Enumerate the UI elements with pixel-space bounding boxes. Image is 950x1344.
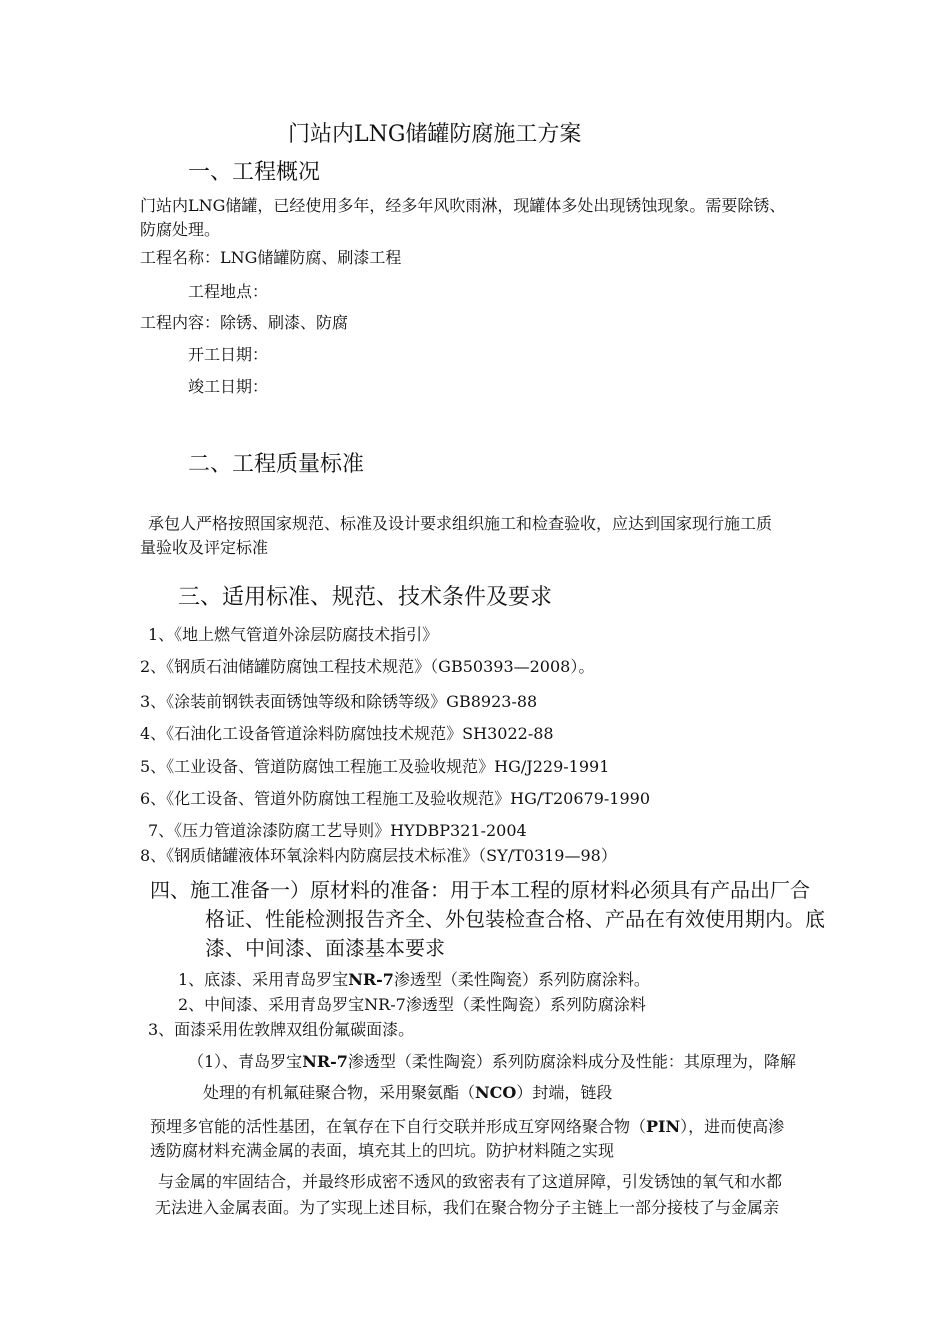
principle-text-c: ），进而使高渗 bbox=[680, 1117, 785, 1136]
standard-item-6: 6、《化工设备、管道外防腐蚀工程施工及验收规范》HG/T20679-1990 bbox=[140, 789, 651, 808]
standard-item-2: 2、《钢质石油储罐防腐蚀工程技术规范》（GB50393—2008）。 bbox=[140, 657, 595, 676]
completion-date: 竣工日期： bbox=[188, 377, 269, 396]
principle-paragraph-line-1 bbox=[150, 1117, 784, 1137]
standard-item-8: 8、《钢质储罐液体环氧涂料内防腐层技术标准》（SY/T0319—98） bbox=[140, 846, 617, 865]
start-date: 开工日期： bbox=[188, 345, 269, 364]
principle-paragraph-line-4: 无法进入金属表面。为了实现上述目标，我们在聚合物分子主链上一部分接枝了与金属亲 bbox=[155, 1198, 780, 1217]
standard-item-3: 3、《涂装前钢铁表面锈蚀等级和除锈等级》GB8923-88 bbox=[140, 692, 538, 711]
intermediate-coat-requirement: 2、中间漆、采用青岛罗宝NR-7渗透型（柔性陶瓷）系列防腐涂料 bbox=[178, 995, 646, 1014]
properties-text-a: （1）、青岛罗宝 bbox=[188, 1052, 303, 1071]
standard-item-4: 4、《石油化工设备管道涂料防腐蚀技术规范》SH3022-88 bbox=[140, 724, 554, 743]
section-4-line-3: 漆、中间漆、面漆基本要求 bbox=[205, 936, 445, 960]
section-1-heading: 一、工程概况 bbox=[188, 160, 321, 185]
principle-paragraph-line-3: 与金属的牢固结合，并最终形成密不透风的致密表有了这道屏障，引发锈蚀的氧气和水都 bbox=[158, 1172, 783, 1191]
overview-paragraph-line-1: 门站内LNG储罐，已经使用多年，经多年风吹雨淋，现罐体多处出现锈蚀现象。需要除锈、 bbox=[140, 196, 786, 215]
section-3-heading: 三、适用标准、规范、技术条件及要求 bbox=[178, 585, 553, 610]
properties-text-e: ）封端，链段 bbox=[516, 1083, 613, 1102]
pin-code: PIN bbox=[646, 1117, 681, 1136]
quality-paragraph-line-2: 量验收及评定标准 bbox=[140, 538, 269, 557]
properties-product-code: NR-7 bbox=[302, 1052, 348, 1071]
coating-properties-line-2 bbox=[203, 1083, 612, 1103]
document-title: 门站内LNG储罐防腐施工方案 bbox=[288, 122, 582, 147]
coating-properties-line-1 bbox=[188, 1052, 796, 1072]
section-4-line-2: 格证、性能检测报告齐全、外包装检查合格、产品在有效使用期内。底 bbox=[205, 907, 825, 931]
nco-code: NCO bbox=[475, 1083, 517, 1102]
standard-item-5: 5、《工业设备、管道防腐蚀工程施工及验收规范》HG/J229-1991 bbox=[140, 757, 610, 776]
properties-text-d: 处理的有机氟硅聚合物，采用聚氨酯（ bbox=[203, 1083, 476, 1102]
primer-text-c: 渗透型（柔性陶瓷）系列防腐涂料。 bbox=[393, 970, 650, 989]
standard-item-1: 1、《地上燃气管道外涂层防腐技术指引》 bbox=[148, 625, 439, 644]
project-location: 工程地点： bbox=[188, 282, 269, 301]
section-2-heading: 二、工程质量标准 bbox=[188, 452, 365, 477]
standard-item-7: 7、《压力管道涂漆防腐工艺导则》HYDBP321-2004 bbox=[148, 821, 527, 840]
principle-paragraph-line-2: 透防腐材料充满金属的表面，填充其上的凹坑。防护材料随之实现 bbox=[150, 1141, 615, 1160]
project-content: 工程内容：除锈、刷漆、防腐 bbox=[140, 313, 349, 332]
quality-paragraph-line-1: 承包人严格按照国家规范、标准及设计要求组织施工和检查验收，应达到国家现行施工质 bbox=[148, 514, 773, 533]
project-name: 工程名称：LNG储罐防腐、刷漆工程 bbox=[140, 248, 402, 267]
primer-text-a: 1、底漆、采用青岛罗宝 bbox=[178, 970, 349, 989]
topcoat-requirement: 3、面漆采用佐敦牌双组份氟碳面漆。 bbox=[148, 1020, 415, 1039]
primer-requirement bbox=[178, 970, 650, 990]
principle-text-a: 预埋多官能的活性基团，在氧存在下自行交联并形成互穿网络聚合物（ bbox=[150, 1117, 647, 1136]
section-4-line-1: 四、施工准备一）原材料的准备：用于本工程的原材料必须具有产品出厂合 bbox=[150, 878, 810, 902]
primer-product-code: NR-7 bbox=[348, 970, 394, 989]
overview-paragraph-line-2: 防腐处理。 bbox=[140, 220, 221, 239]
properties-text-c: 渗透型（柔性陶瓷）系列防腐涂料成分及性能：其原理为，降解 bbox=[347, 1052, 796, 1071]
